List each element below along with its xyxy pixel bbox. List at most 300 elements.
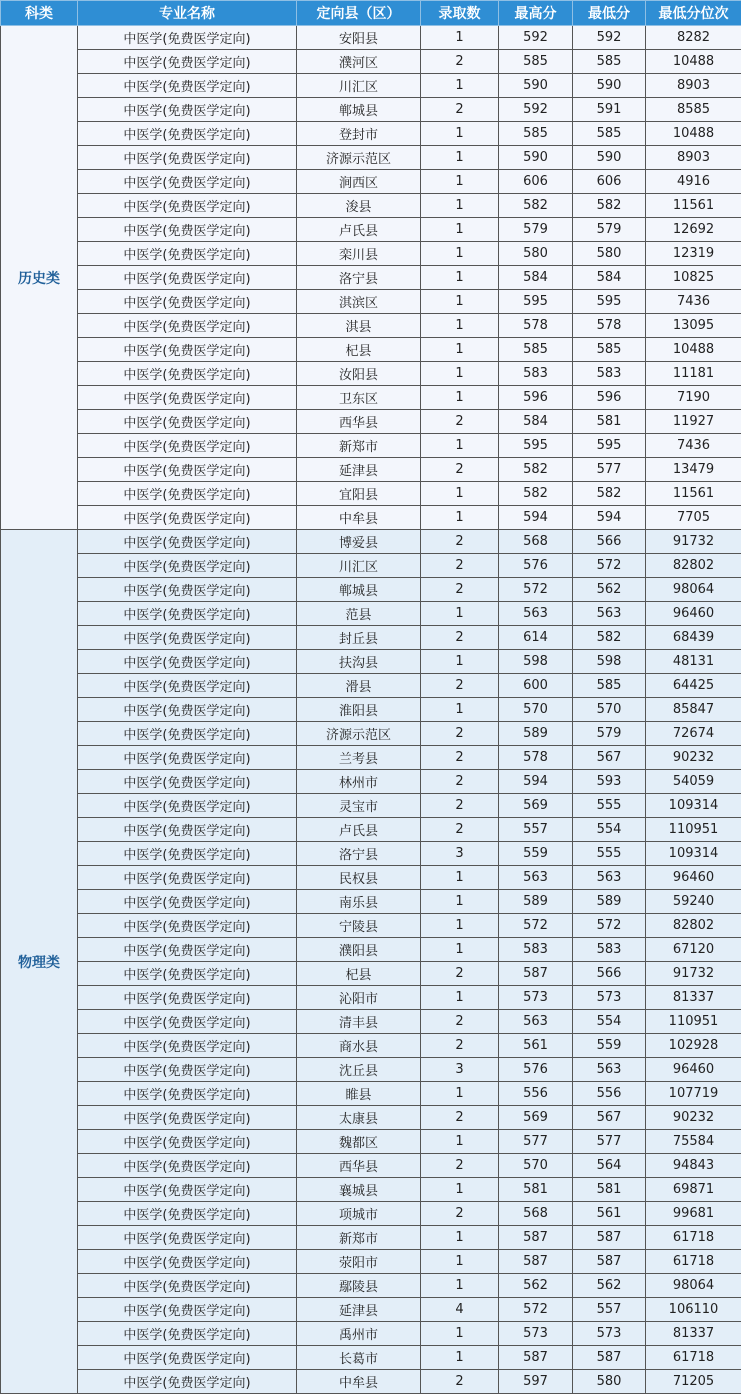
max-score-cell: 596 — [499, 386, 573, 410]
admitted-count-cell: 2 — [421, 770, 499, 794]
major-name-cell: 中医学(免费医学定向) — [78, 818, 297, 842]
category-cell: 历史类 — [1, 26, 78, 530]
min-score-cell: 561 — [573, 1202, 646, 1226]
target-county-cell: 濮河区 — [297, 50, 421, 74]
table-row — [1, 1370, 741, 1394]
min-score-rank-cell: 8903 — [646, 146, 741, 170]
table-row — [1, 266, 741, 290]
max-score-cell: 592 — [499, 98, 573, 122]
admitted-count-cell: 2 — [421, 1010, 499, 1034]
target-county-cell: 濮阳县 — [297, 938, 421, 962]
table-row — [1, 1154, 741, 1178]
admitted-count-cell: 1 — [421, 938, 499, 962]
major-name-cell: 中医学(免费医学定向) — [78, 338, 297, 362]
target-county-cell: 川汇区 — [297, 554, 421, 578]
max-score-cell: 590 — [499, 74, 573, 98]
admitted-count-cell: 1 — [421, 26, 499, 50]
target-county-cell: 卢氏县 — [297, 218, 421, 242]
min-score-cell: 593 — [573, 770, 646, 794]
admitted-count-cell: 2 — [421, 674, 499, 698]
admitted-count-cell: 2 — [421, 1106, 499, 1130]
min-score-cell: 566 — [573, 530, 646, 554]
min-score-rank-cell: 12692 — [646, 218, 741, 242]
max-score-cell: 595 — [499, 434, 573, 458]
min-score-cell: 572 — [573, 914, 646, 938]
min-score-cell: 555 — [573, 842, 646, 866]
target-county-cell: 洛宁县 — [297, 266, 421, 290]
table-row — [1, 770, 741, 794]
header-admitted: 录取数 — [421, 1, 499, 26]
table-row — [1, 386, 741, 410]
major-name-cell: 中医学(免费医学定向) — [78, 794, 297, 818]
major-name-cell: 中医学(免费医学定向) — [78, 962, 297, 986]
target-county-cell: 安阳县 — [297, 26, 421, 50]
max-score-cell: 598 — [499, 650, 573, 674]
admitted-count-cell: 2 — [421, 410, 499, 434]
major-name-cell: 中医学(免费医学定向) — [78, 1322, 297, 1346]
major-name-cell: 中医学(免费医学定向) — [78, 770, 297, 794]
min-score-rank-cell: 7705 — [646, 506, 741, 530]
max-score-cell: 572 — [499, 1298, 573, 1322]
major-name-cell: 中医学(免费医学定向) — [78, 602, 297, 626]
min-score-cell: 555 — [573, 794, 646, 818]
header-min-score: 最低分 — [573, 1, 646, 26]
target-county-cell: 登封市 — [297, 122, 421, 146]
min-score-rank-cell: 67120 — [646, 938, 741, 962]
admitted-count-cell: 1 — [421, 482, 499, 506]
header-county: 定向县（区） — [297, 1, 421, 26]
table-row — [1, 650, 741, 674]
table-row — [1, 938, 741, 962]
table-row — [1, 1298, 741, 1322]
min-score-cell: 583 — [573, 938, 646, 962]
max-score-cell: 579 — [499, 218, 573, 242]
max-score-cell: 568 — [499, 530, 573, 554]
major-name-cell: 中医学(免费医学定向) — [78, 1298, 297, 1322]
table-row — [1, 74, 741, 98]
min-score-cell: 570 — [573, 698, 646, 722]
target-county-cell: 郸城县 — [297, 578, 421, 602]
min-score-rank-cell: 54059 — [646, 770, 741, 794]
min-score-cell: 562 — [573, 578, 646, 602]
min-score-rank-cell: 10825 — [646, 266, 741, 290]
target-county-cell: 沁阳市 — [297, 986, 421, 1010]
target-county-cell: 南乐县 — [297, 890, 421, 914]
max-score-cell: 582 — [499, 458, 573, 482]
max-score-cell: 582 — [499, 482, 573, 506]
max-score-cell: 572 — [499, 578, 573, 602]
admitted-count-cell: 1 — [421, 1130, 499, 1154]
table-row — [1, 362, 741, 386]
min-score-rank-cell: 64425 — [646, 674, 741, 698]
major-name-cell: 中医学(免费医学定向) — [78, 530, 297, 554]
table-row — [1, 1106, 741, 1130]
major-name-cell: 中医学(免费医学定向) — [78, 1154, 297, 1178]
min-score-rank-cell: 106110 — [646, 1298, 741, 1322]
min-score-rank-cell: 82802 — [646, 554, 741, 578]
max-score-cell: 563 — [499, 866, 573, 890]
min-score-cell: 579 — [573, 722, 646, 746]
target-county-cell: 济源示范区 — [297, 722, 421, 746]
header-min-rank: 最低分位次 — [646, 1, 741, 26]
admitted-count-cell: 1 — [421, 866, 499, 890]
admitted-count-cell: 1 — [421, 506, 499, 530]
min-score-rank-cell: 109314 — [646, 794, 741, 818]
max-score-cell: 585 — [499, 122, 573, 146]
min-score-rank-cell: 59240 — [646, 890, 741, 914]
table-row — [1, 98, 741, 122]
target-county-cell: 商水县 — [297, 1034, 421, 1058]
table-row — [1, 842, 741, 866]
min-score-cell: 563 — [573, 1058, 646, 1082]
table-row — [1, 890, 741, 914]
major-name-cell: 中医学(免费医学定向) — [78, 290, 297, 314]
min-score-cell: 554 — [573, 818, 646, 842]
admitted-count-cell: 1 — [421, 146, 499, 170]
max-score-cell: 557 — [499, 818, 573, 842]
target-county-cell: 封丘县 — [297, 626, 421, 650]
major-name-cell: 中医学(免费医学定向) — [78, 746, 297, 770]
min-score-rank-cell: 98064 — [646, 1274, 741, 1298]
major-name-cell: 中医学(免费医学定向) — [78, 890, 297, 914]
min-score-rank-cell: 11181 — [646, 362, 741, 386]
target-county-cell: 项城市 — [297, 1202, 421, 1226]
table-row — [1, 986, 741, 1010]
min-score-rank-cell: 98064 — [646, 578, 741, 602]
target-county-cell: 荥阳市 — [297, 1250, 421, 1274]
max-score-cell: 568 — [499, 1202, 573, 1226]
min-score-cell: 596 — [573, 386, 646, 410]
admitted-count-cell: 2 — [421, 962, 499, 986]
max-score-cell: 556 — [499, 1082, 573, 1106]
admitted-count-cell: 1 — [421, 1274, 499, 1298]
major-name-cell: 中医学(免费医学定向) — [78, 122, 297, 146]
admitted-count-cell: 2 — [421, 746, 499, 770]
table-row — [1, 482, 741, 506]
table-row — [1, 242, 741, 266]
table-row — [1, 1058, 741, 1082]
major-name-cell: 中医学(免费医学定向) — [78, 1106, 297, 1130]
admitted-count-cell: 2 — [421, 1202, 499, 1226]
min-score-rank-cell: 96460 — [646, 1058, 741, 1082]
admitted-count-cell: 1 — [421, 194, 499, 218]
major-name-cell: 中医学(免费医学定向) — [78, 506, 297, 530]
table-row — [1, 914, 741, 938]
min-score-cell: 592 — [573, 26, 646, 50]
admitted-count-cell: 1 — [421, 1250, 499, 1274]
table-row — [1, 50, 741, 74]
max-score-cell: 569 — [499, 794, 573, 818]
major-name-cell: 中医学(免费医学定向) — [78, 50, 297, 74]
admitted-count-cell: 2 — [421, 818, 499, 842]
major-name-cell: 中医学(免费医学定向) — [78, 386, 297, 410]
target-county-cell: 清丰县 — [297, 1010, 421, 1034]
max-score-cell: 584 — [499, 410, 573, 434]
max-score-cell: 580 — [499, 242, 573, 266]
major-name-cell: 中医学(免费医学定向) — [78, 26, 297, 50]
table-row — [1, 578, 741, 602]
target-county-cell: 魏都区 — [297, 1130, 421, 1154]
target-county-cell: 汝阳县 — [297, 362, 421, 386]
admitted-count-cell: 1 — [421, 242, 499, 266]
min-score-cell: 577 — [573, 458, 646, 482]
min-score-cell: 556 — [573, 1082, 646, 1106]
target-county-cell: 西华县 — [297, 410, 421, 434]
target-county-cell: 兰考县 — [297, 746, 421, 770]
table-row — [1, 1226, 741, 1250]
max-score-cell: 597 — [499, 1370, 573, 1394]
admitted-count-cell: 1 — [421, 986, 499, 1010]
admitted-count-cell: 1 — [421, 914, 499, 938]
major-name-cell: 中医学(免费医学定向) — [78, 578, 297, 602]
min-score-rank-cell: 96460 — [646, 866, 741, 890]
major-name-cell: 中医学(免费医学定向) — [78, 554, 297, 578]
admitted-count-cell: 1 — [421, 74, 499, 98]
max-score-cell: 587 — [499, 1346, 573, 1370]
target-county-cell: 淇县 — [297, 314, 421, 338]
min-score-cell: 572 — [573, 554, 646, 578]
min-score-cell: 567 — [573, 746, 646, 770]
header-category: 科类 — [1, 1, 78, 26]
major-name-cell: 中医学(免费医学定向) — [78, 1370, 297, 1394]
table-row — [1, 674, 741, 698]
major-name-cell: 中医学(免费医学定向) — [78, 866, 297, 890]
min-score-rank-cell: 61718 — [646, 1250, 741, 1274]
min-score-cell: 573 — [573, 986, 646, 1010]
table-header — [1, 1, 741, 26]
min-score-cell: 587 — [573, 1250, 646, 1274]
min-score-cell: 582 — [573, 194, 646, 218]
min-score-rank-cell: 71205 — [646, 1370, 741, 1394]
max-score-cell: 573 — [499, 1322, 573, 1346]
admitted-count-cell: 2 — [421, 554, 499, 578]
admitted-count-cell: 1 — [421, 338, 499, 362]
major-name-cell: 中医学(免费医学定向) — [78, 674, 297, 698]
major-name-cell: 中医学(免费医学定向) — [78, 98, 297, 122]
min-score-cell: 595 — [573, 434, 646, 458]
max-score-cell: 592 — [499, 26, 573, 50]
table-row — [1, 314, 741, 338]
min-score-cell: 567 — [573, 1106, 646, 1130]
min-score-rank-cell: 8903 — [646, 74, 741, 98]
admitted-count-cell: 1 — [421, 266, 499, 290]
major-name-cell: 中医学(免费医学定向) — [78, 938, 297, 962]
min-score-rank-cell: 10488 — [646, 122, 741, 146]
min-score-cell: 583 — [573, 362, 646, 386]
min-score-rank-cell: 81337 — [646, 986, 741, 1010]
max-score-cell: 582 — [499, 194, 573, 218]
max-score-cell: 583 — [499, 938, 573, 962]
admitted-count-cell: 3 — [421, 842, 499, 866]
target-county-cell: 涧西区 — [297, 170, 421, 194]
major-name-cell: 中医学(免费医学定向) — [78, 626, 297, 650]
major-name-cell: 中医学(免费医学定向) — [78, 650, 297, 674]
target-county-cell: 滑县 — [297, 674, 421, 698]
admitted-count-cell: 2 — [421, 50, 499, 74]
min-score-rank-cell: 8282 — [646, 26, 741, 50]
min-score-rank-cell: 75584 — [646, 1130, 741, 1154]
min-score-rank-cell: 107719 — [646, 1082, 741, 1106]
min-score-rank-cell: 11927 — [646, 410, 741, 434]
max-score-cell: 614 — [499, 626, 573, 650]
table-row — [1, 1202, 741, 1226]
admitted-count-cell: 2 — [421, 458, 499, 482]
target-county-cell: 浚县 — [297, 194, 421, 218]
table-row — [1, 122, 741, 146]
admitted-count-cell: 1 — [421, 1178, 499, 1202]
max-score-cell: 576 — [499, 554, 573, 578]
max-score-cell: 606 — [499, 170, 573, 194]
max-score-cell: 578 — [499, 746, 573, 770]
table-row — [1, 1346, 741, 1370]
table-row — [1, 1082, 741, 1106]
table-row — [1, 554, 741, 578]
major-name-cell: 中医学(免费医学定向) — [78, 1082, 297, 1106]
major-name-cell: 中医学(免费医学定向) — [78, 698, 297, 722]
header-major: 专业名称 — [78, 1, 297, 26]
table-row — [1, 722, 741, 746]
target-county-cell: 太康县 — [297, 1106, 421, 1130]
admitted-count-cell: 1 — [421, 890, 499, 914]
table-row — [1, 1322, 741, 1346]
target-county-cell: 淇滨区 — [297, 290, 421, 314]
history-group — [1, 26, 741, 530]
min-score-cell: 557 — [573, 1298, 646, 1322]
min-score-rank-cell: 81337 — [646, 1322, 741, 1346]
min-score-cell: 582 — [573, 482, 646, 506]
major-name-cell: 中医学(免费医学定向) — [78, 986, 297, 1010]
min-score-cell: 585 — [573, 338, 646, 362]
major-name-cell: 中医学(免费医学定向) — [78, 170, 297, 194]
max-score-cell: 570 — [499, 1154, 573, 1178]
target-county-cell: 栾川县 — [297, 242, 421, 266]
min-score-cell: 594 — [573, 506, 646, 530]
table-row — [1, 698, 741, 722]
max-score-cell: 563 — [499, 1010, 573, 1034]
table-row — [1, 794, 741, 818]
min-score-rank-cell: 96460 — [646, 602, 741, 626]
admitted-count-cell: 1 — [421, 290, 499, 314]
max-score-cell: 576 — [499, 1058, 573, 1082]
target-county-cell: 宁陵县 — [297, 914, 421, 938]
min-score-cell: 566 — [573, 962, 646, 986]
max-score-cell: 585 — [499, 338, 573, 362]
admitted-count-cell: 2 — [421, 1154, 499, 1178]
major-name-cell: 中医学(免费医学定向) — [78, 410, 297, 434]
max-score-cell: 587 — [499, 962, 573, 986]
min-score-cell: 584 — [573, 266, 646, 290]
max-score-cell: 595 — [499, 290, 573, 314]
min-score-cell: 587 — [573, 1346, 646, 1370]
major-name-cell: 中医学(免费医学定向) — [78, 842, 297, 866]
max-score-cell: 587 — [499, 1226, 573, 1250]
target-county-cell: 睢县 — [297, 1082, 421, 1106]
min-score-cell: 579 — [573, 218, 646, 242]
min-score-rank-cell: 12319 — [646, 242, 741, 266]
admitted-count-cell: 4 — [421, 1298, 499, 1322]
max-score-cell: 562 — [499, 1274, 573, 1298]
min-score-cell: 564 — [573, 1154, 646, 1178]
major-name-cell: 中医学(免费医学定向) — [78, 362, 297, 386]
table-row — [1, 458, 741, 482]
min-score-rank-cell: 7190 — [646, 386, 741, 410]
major-name-cell: 中医学(免费医学定向) — [78, 194, 297, 218]
table-row — [1, 1250, 741, 1274]
min-score-rank-cell: 4916 — [646, 170, 741, 194]
table-row — [1, 602, 741, 626]
min-score-cell: 563 — [573, 602, 646, 626]
major-name-cell: 中医学(免费医学定向) — [78, 266, 297, 290]
table-row — [1, 338, 741, 362]
major-name-cell: 中医学(免费医学定向) — [78, 1202, 297, 1226]
table-row — [1, 26, 741, 50]
table-row — [1, 746, 741, 770]
admitted-count-cell: 2 — [421, 578, 499, 602]
admitted-count-cell: 1 — [421, 650, 499, 674]
major-name-cell: 中医学(免费医学定向) — [78, 458, 297, 482]
header-max-score: 最高分 — [499, 1, 573, 26]
target-county-cell: 延津县 — [297, 458, 421, 482]
table-row — [1, 818, 741, 842]
max-score-cell: 578 — [499, 314, 573, 338]
major-name-cell: 中医学(免费医学定向) — [78, 1034, 297, 1058]
max-score-cell: 581 — [499, 1178, 573, 1202]
table-row — [1, 1034, 741, 1058]
admitted-count-cell: 2 — [421, 1034, 499, 1058]
target-county-cell: 灵宝市 — [297, 794, 421, 818]
min-score-rank-cell: 13479 — [646, 458, 741, 482]
min-score-cell: 585 — [573, 50, 646, 74]
admitted-count-cell: 2 — [421, 626, 499, 650]
table-row — [1, 290, 741, 314]
admitted-count-cell: 1 — [421, 218, 499, 242]
admitted-count-cell: 1 — [421, 122, 499, 146]
max-score-cell: 569 — [499, 1106, 573, 1130]
target-county-cell: 民权县 — [297, 866, 421, 890]
target-county-cell: 范县 — [297, 602, 421, 626]
table-row — [1, 626, 741, 650]
min-score-cell: 573 — [573, 1322, 646, 1346]
min-score-rank-cell: 7436 — [646, 434, 741, 458]
min-score-cell: 580 — [573, 1370, 646, 1394]
target-county-cell: 林州市 — [297, 770, 421, 794]
target-county-cell: 延津县 — [297, 1298, 421, 1322]
major-name-cell: 中医学(免费医学定向) — [78, 242, 297, 266]
admitted-count-cell: 1 — [421, 1346, 499, 1370]
table-row — [1, 410, 741, 434]
min-score-cell: 563 — [573, 866, 646, 890]
max-score-cell: 577 — [499, 1130, 573, 1154]
min-score-cell: 578 — [573, 314, 646, 338]
admitted-count-cell: 3 — [421, 1058, 499, 1082]
max-score-cell: 584 — [499, 266, 573, 290]
target-county-cell: 杞县 — [297, 338, 421, 362]
min-score-rank-cell: 8585 — [646, 98, 741, 122]
min-score-rank-cell: 68439 — [646, 626, 741, 650]
min-score-rank-cell: 7436 — [646, 290, 741, 314]
min-score-rank-cell: 91732 — [646, 530, 741, 554]
min-score-rank-cell: 61718 — [646, 1346, 741, 1370]
major-name-cell: 中医学(免费医学定向) — [78, 1178, 297, 1202]
target-county-cell: 川汇区 — [297, 74, 421, 98]
max-score-cell: 573 — [499, 986, 573, 1010]
min-score-rank-cell: 69871 — [646, 1178, 741, 1202]
admitted-count-cell: 1 — [421, 362, 499, 386]
major-name-cell: 中医学(免费医学定向) — [78, 1130, 297, 1154]
max-score-cell: 585 — [499, 50, 573, 74]
target-county-cell: 杞县 — [297, 962, 421, 986]
min-score-cell: 606 — [573, 170, 646, 194]
